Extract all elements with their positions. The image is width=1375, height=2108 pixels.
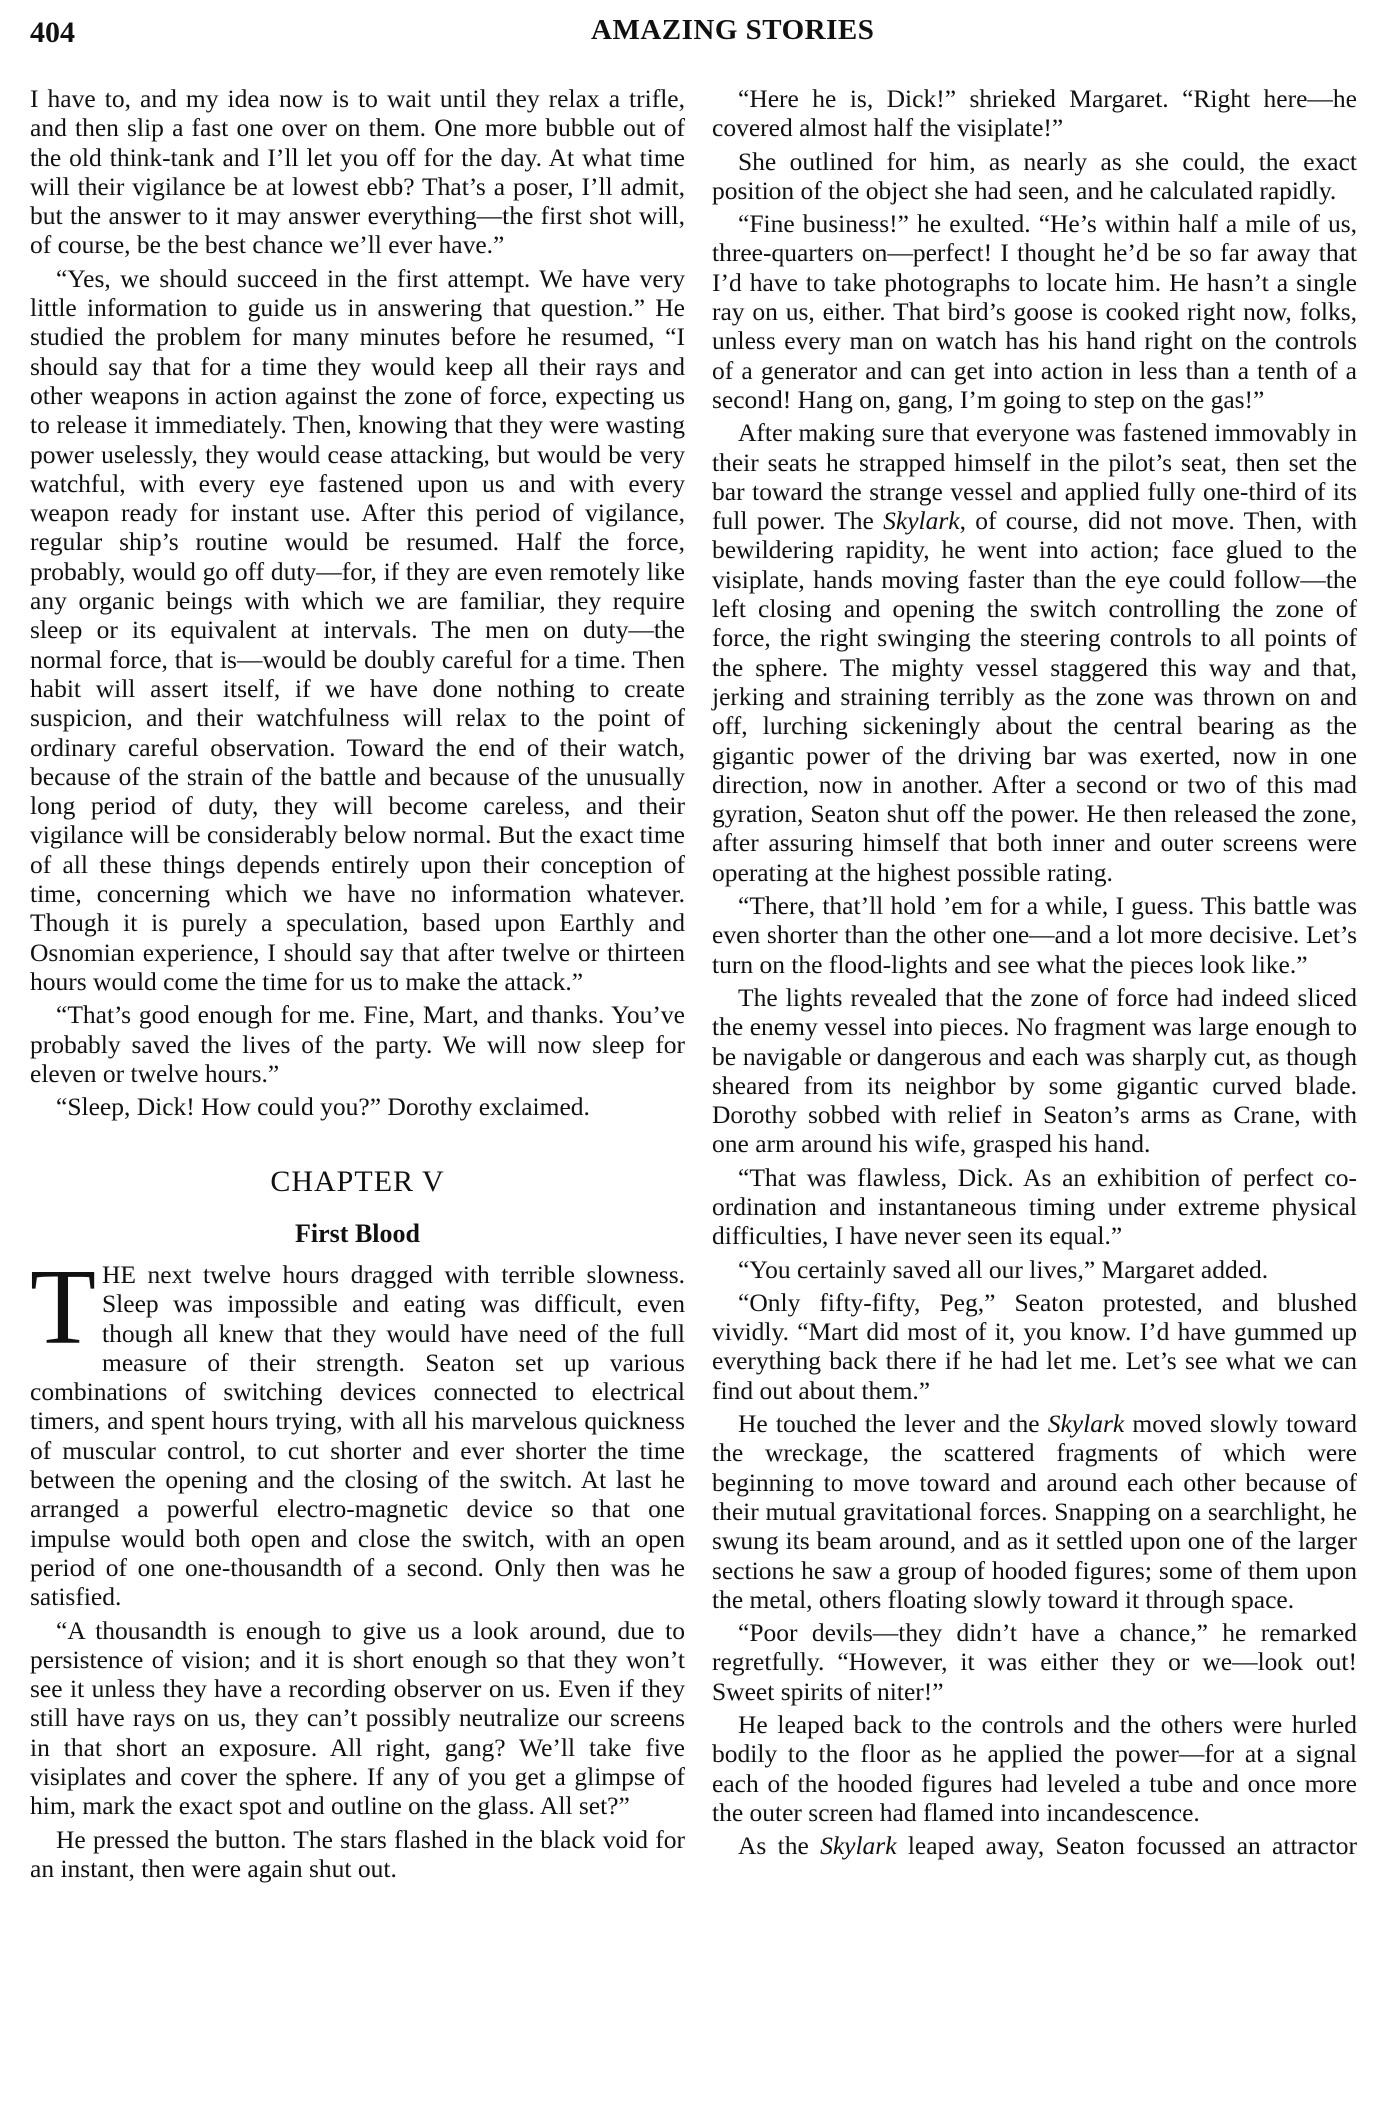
paragraph-text: “Only fifty-fifty, Peg,” Seaton protested, and blushed vividly. “Mart did most of it, you know. I’d have gummed up everything back there if he had let me. Let’s see what we can find out about them.” bbox=[712, 1287, 1357, 1405]
paragraph bbox=[30, 1616, 685, 1821]
paragraph bbox=[712, 418, 1357, 887]
paragraph bbox=[30, 264, 685, 996]
paragraph bbox=[712, 1163, 1357, 1251]
paragraph-text: “That was flawless, Dick. As an exhibition of perfect co-ordination and instantaneous timing under extreme physical difficulties, I have never seen its equal.” bbox=[712, 1162, 1357, 1251]
chapter-title: First Blood bbox=[295, 1218, 420, 1248]
paragraph bbox=[30, 1092, 685, 1121]
paragraph bbox=[30, 84, 685, 260]
left-paragraphs-after bbox=[30, 1616, 685, 1884]
paragraph-text: , of course, did not move. Then, with bewildering rapidity, he went into action; face glued to the visiplate, hands moving faster than the eye could follow—the left closing and opening the switch controlling the zone of force, the right swinging the steering controls to all points of the sphere. The mighty vessel staggered this way and that, jerking and straining terribly as the zone was thrown on and off, lurching sickeningly about the central bearing as the gigantic power of the driving bar was exerted, now in one direction, now in another. After a second or two of this mad gyration, Seaton shut off the power. He then released the zone, after assuring himself that both inner and outer screens were operating at the highest possible rating. bbox=[712, 506, 1357, 887]
paragraph bbox=[712, 891, 1357, 979]
paragraph-text: “A thousandth is enough to give us a look around, due to persistence of vision; and it is short enough so that they won’t see it unless they have a recording observer on us. Even if they still have rays on us, they can’t possibly neutralize our screens in that short an exposure. All right, gang? We’ll take five visiplates and cover the sphere. If any of you get a glimpse of him, mark the exact spot and outline on the glass. All set?” bbox=[30, 1615, 685, 1821]
paragraph bbox=[712, 1255, 1357, 1284]
chapter-heading: CHAPTER V bbox=[270, 1165, 445, 1199]
paragraph-text: moved slowly toward the wreckage, the scattered fragments of which were beginning to move toward and around each other because of their mutual gravitational forces. Snapping on a searchlight, he swung its beam around, and as it settled upon one of the larger sections he saw a group of hooded figures; some of them upon the metal, others floating slowly toward it through space. bbox=[712, 1409, 1357, 1614]
magazine-title: AMAZING STORIES bbox=[591, 14, 875, 46]
paragraph bbox=[30, 1000, 685, 1088]
paragraph bbox=[712, 84, 1357, 143]
paragraph-text: “That’s good enough for me. Fine, Mart, and thanks. You’ve probably saved the lives of the party. We will now sleep for eleven or twelve hours.” bbox=[30, 1000, 685, 1088]
paragraph-text: “Fine business!” he exulted. “He’s within half a mile of us, three-quarters on—perfect! I thought he’d be so far away that I’d have to take photographs to locate him. He hasn’t a single ray on us, either. That bird’s goose is cooked right now, folks, unless every man on watch has his hand right on the controls of a generator and can get into action in less than a tenth of a second! Hang on, gang, I’m going to step on the gas!” bbox=[712, 209, 1357, 414]
paragraph bbox=[712, 147, 1357, 206]
paragraph bbox=[712, 983, 1357, 1159]
ship-name-italic: Skylark bbox=[820, 1831, 897, 1861]
page-number: 404 bbox=[30, 16, 75, 49]
ship-name-italic: Skylark bbox=[1047, 1409, 1125, 1439]
ship-name-italic: Skylark bbox=[883, 506, 960, 536]
paragraph-text: “Here he is, Dick!” shrieked Margaret. “Right here—he covered almost half the visiplate!” bbox=[712, 84, 1357, 143]
paragraph-text: “There, that’ll hold ’em for a while, I guess. This battle was even shorter than the other one—and a lot more decisive. Let’s turn on the flood-lights and see what the pieces look like.” bbox=[712, 891, 1357, 979]
paragraph-text: He pressed the button. The stars flashed in the black void for an instant, then were again shut out. bbox=[30, 1824, 685, 1883]
paragraph bbox=[712, 1831, 1357, 1860]
drop-cap: T bbox=[30, 1247, 96, 1367]
right-paragraphs bbox=[712, 84, 1357, 1861]
paragraph bbox=[712, 1288, 1357, 1405]
drop-cap-paragraph bbox=[30, 1247, 685, 1612]
paragraph-text: After making sure that everyone was fastened immovably in their seats he strapped himself in the pilot’s seat, then set the bar toward the strange vessel and applied fully one-third of its full power. The bbox=[712, 418, 1357, 536]
paragraph-text: He touched the lever and the bbox=[738, 1409, 1048, 1439]
paragraph bbox=[30, 1825, 685, 1884]
paragraph-text: “Sleep, Dick! How could you?” Dorothy exclaimed. bbox=[56, 1092, 590, 1122]
paragraph bbox=[712, 1618, 1357, 1706]
paragraph bbox=[712, 1710, 1357, 1827]
paragraph-text: “You certainly saved all our lives,” Margaret added. bbox=[738, 1254, 1269, 1284]
right-column bbox=[712, 84, 1357, 1865]
paragraph-text: HE next twelve hours dragged with terrible slowness. Sleep was impossible and eating was difficult, even though all knew that they would have need of the full measure of their strength. Seaton set up various combinations of switching devices connected to electrical timers, and spent hours trying, with all his marvelous quickness of muscular control, to cut shorter and ever shorter the time between the opening and the closing of the switch. At last he arranged a powerful electro-magnetic device so that one impulse would both open and close the switch, with an open period of one one-thousandth of a second. Only then was he satisfied. bbox=[30, 1259, 685, 1612]
paragraph-text: He leaped back to the controls and the others were hurled bodily to the floor as he applied the power—for at a signal each of the hooded figures had leveled a tube and once more the outer screen had flamed into incandescence. bbox=[712, 1710, 1357, 1827]
paragraph bbox=[712, 1409, 1357, 1614]
paragraph-text: She outlined for him, as nearly as she could, the exact position of the object she had seen, and he calculated rapidly. bbox=[712, 146, 1357, 205]
paragraph-text: “Yes, we should succeed in the first attempt. We have very little information to guide us in answering that question.” He studied the problem for many minutes before he resumed, “I should say that for a time they would keep all their rays and other weapons in action against the zone of force, expecting us to release it immediately. Then, knowing that they were wasting power uselessly, they would cease attacking, but would be very watchful, with every eye fastened upon us and with every weapon ready for instant use. After this period of vigilance, regular ship’s routine would be resumed. Half the force, probably, would go off duty—for, if they are even remotely like any organic beings with which we are familiar, they require sleep or its equivalent at intervals. The men on duty—the normal force, that is—would be doubly careful for a time. Then habit will assert itself, if we have done nothing to create suspicion, and their watchfulness will relax to the point of ordinary careful observation. Toward the end of their watch, because of the strain of the battle and because of the unusually long period of duty, they will become careless, and their vigilance will be considerably below normal. But the exact time of all these things depends entirely upon their conception of time, concerning which we have no information whatever. Though it is purely a speculation, based upon Earthly and Osnomian experience, I should say that after twelve or thirteen hours would come the time for us to make the attack.” bbox=[30, 263, 685, 996]
paragraph-text: As the bbox=[738, 1831, 821, 1861]
left-paragraphs-before bbox=[30, 84, 685, 1121]
paragraph-text: The lights revealed that the zone of force had indeed sliced the enemy vessel into pieces. No fragment was large enough to be navigable or dangerous and each was sharply cut, as though sheared from its neighbor by some gigantic curved blade. Dorothy sobbed with relief in Seaton’s arms as Crane, with one arm around his wife, grasped his hand. bbox=[712, 982, 1357, 1159]
paragraph-text: leaped away, Seaton focussed an attractor bbox=[896, 1831, 1357, 1861]
left-column bbox=[30, 84, 685, 1887]
paragraph bbox=[712, 209, 1357, 414]
paragraph-text: I have to, and my idea now is to wait until they relax a trifle, and then slip a fast one over on them. One more bubble out of the old think-tank and I’ll let you off for the day. At what time will their vigilance be at lowest ebb? That’s a poser, I’ll admit, but the answer to it may answer everything—the first shot will, of course, be the best chance we’ll ever have.” bbox=[30, 84, 685, 260]
paragraph-text: “Poor devils—they didn’t have a chance,” he remarked regretfully. “However, it was either they or we—look out! Sweet spirits of niter!” bbox=[712, 1618, 1357, 1706]
